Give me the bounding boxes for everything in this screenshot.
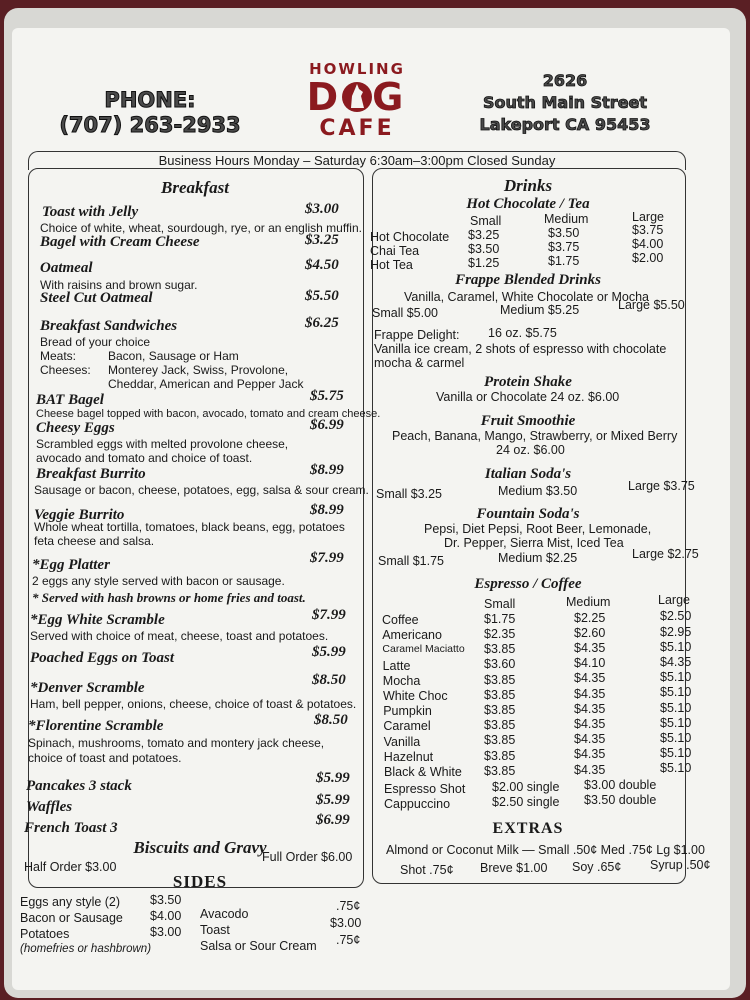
italian-soda-small: Small $3.25	[376, 487, 443, 501]
espresso-row-large: $5.10	[660, 746, 692, 761]
served-with-note: * Served with hash browns or home fries and toast.	[32, 590, 306, 605]
logo-bottom-text: CAFE	[319, 116, 395, 141]
espresso-row-medium: $4.35	[574, 686, 606, 701]
desc-breakfast-burrito: Sausage or bacon, cheese, potatoes, egg, salsa & sour cream.	[34, 483, 369, 497]
phone-label: PHONE:	[104, 88, 196, 112]
hot-row-small-1: $3.25	[468, 228, 500, 242]
price-pancakes: $5.99	[316, 770, 350, 786]
side-bacon-price: $4.00	[150, 909, 182, 923]
frappe-delight-price: 16 oz. $5.75	[488, 326, 557, 340]
desc-florentine-2: choice of toast and potatoes.	[28, 751, 182, 765]
frappe-heading: Frappe Blended Drinks	[455, 272, 601, 288]
espresso-row-medium: $4.35	[574, 671, 606, 686]
address-line-3: Lakeport CA 95453	[479, 115, 651, 134]
espresso-row-name: Latte	[382, 658, 411, 673]
extras-syrup: Syrup .50¢	[650, 858, 711, 872]
hot-row-name-2: Chai Tea	[370, 244, 420, 258]
espresso-row-small: $3.85	[484, 748, 516, 763]
sandwich-meats: Bacon, Sausage or Ham	[108, 349, 239, 363]
side-bacon: Bacon or Sausage	[20, 911, 123, 925]
side-avocado-price: .75¢	[336, 899, 361, 913]
hot-row-name-3: Hot Tea	[370, 258, 413, 272]
espresso-row-large: $5.10	[660, 715, 692, 730]
item-waffles: Waffles	[26, 799, 73, 815]
item-pancakes: Pancakes 3 stack	[26, 778, 132, 794]
desc-egg-platter: 2 eggs any style served with bacon or sausage.	[32, 574, 285, 588]
espresso-row-medium: $4.10	[574, 656, 606, 671]
side-potatoes-price: $3.00	[150, 925, 182, 939]
desc-toast-jelly: Choice of white, wheat, sourdough, rye, or an english muffin.	[40, 221, 362, 235]
desc-florentine-1: Spinach, mushrooms, tomato and montery jack cheese,	[28, 736, 325, 750]
logo-top-text: HOWLING	[309, 60, 405, 78]
espresso-row-large: $2.50	[660, 609, 692, 624]
extras-milk: Almond or Coconut Milk — Small .50¢ Med .75¢ Lg $1.00	[386, 843, 705, 857]
extras-soy: Soy .65¢	[572, 860, 622, 874]
item-egg-white-scramble: *Egg White Scramble	[30, 612, 165, 628]
side-salsa-price: .75¢	[336, 933, 361, 947]
italian-soda-large: Large $3.75	[628, 479, 695, 493]
item-cheesy-eggs: Cheesy Eggs	[36, 420, 115, 436]
sides-heading: SIDES	[172, 872, 228, 891]
espresso-row-small: $3.85	[484, 718, 516, 733]
desc-veggie-burrito-2: feta cheese and salsa.	[34, 534, 155, 548]
cappuccino-double: $3.50 double	[584, 793, 657, 807]
desc-veggie-burrito-1: Whole wheat tortilla, tomatoes, black beans, egg, potatoes	[34, 520, 345, 534]
desc-egg-white-scramble: Served with choice of meat, cheese, toast and potatoes.	[30, 629, 329, 643]
espresso-row-name: Black & White	[384, 765, 462, 779]
espresso-row-name: Caramel	[383, 719, 431, 734]
hot-row-large-1: $3.75	[632, 223, 664, 237]
espresso-shot-double: $3.00 double	[584, 778, 657, 792]
price-bat-bagel: $5.75	[310, 388, 344, 404]
frappe-large: Large $5.50	[618, 298, 685, 312]
item-florentine-scramble: *Florentine Scramble	[28, 718, 164, 734]
espresso-shot-single: $2.00 single	[492, 780, 560, 794]
sandwich-cheeses-label: Cheeses:	[40, 363, 91, 377]
protein-shake-heading: Protein Shake	[484, 374, 572, 390]
espresso-row-large: $5.10	[660, 639, 692, 654]
side-eggs: Eggs any style (2)	[20, 895, 121, 909]
espresso-row-large: $4.35	[660, 655, 692, 669]
espresso-row-name: Pumpkin	[383, 704, 432, 719]
logo-letter-g: G	[372, 75, 408, 119]
item-breakfast-sandwiches: Breakfast Sandwiches	[40, 318, 178, 334]
side-potatoes: Potatoes	[20, 927, 70, 941]
sandwich-meats-label: Meats:	[40, 349, 77, 363]
espresso-row-small: $3.85	[484, 687, 516, 702]
price-egg-platter: $7.99	[310, 550, 344, 566]
espresso-row-small: $3.85	[484, 672, 516, 687]
espresso-row-small: $1.75	[484, 611, 516, 626]
side-potatoes-note: (homefries or hashbrown)	[20, 943, 152, 955]
breakfast-heading: Breakfast	[161, 178, 229, 197]
hot-row-medium-3: $1.75	[548, 254, 580, 268]
espresso-row-medium: $4.35	[574, 641, 606, 655]
espresso-row-medium: $4.35	[574, 717, 606, 731]
price-poached-eggs: $5.99	[312, 644, 346, 660]
hot-size-large: Large	[632, 210, 664, 224]
espresso-row-small: $3.85	[484, 763, 516, 778]
price-denver-scramble: $8.50	[312, 672, 346, 688]
espresso-row-small: $3.60	[484, 657, 516, 672]
extras-heading: EXTRAS	[492, 820, 564, 837]
price-veggie-burrito: $8.99	[310, 502, 344, 518]
fountain-soda-heading: Fountain Soda's	[476, 506, 580, 522]
side-toast-price: $3.00	[330, 916, 362, 930]
howling-dog-icon	[342, 80, 372, 114]
price-bagel: $3.25	[305, 232, 339, 248]
phone-number: (707) 263-2933	[59, 113, 241, 137]
hot-row-medium-1: $3.50	[548, 226, 580, 240]
side-toast: Toast	[200, 923, 230, 937]
fountain-soda-list-1: Pepsi, Diet Pepsi, Root Beer, Lemonade,	[424, 522, 652, 536]
price-cheesy-eggs: $6.99	[310, 417, 344, 433]
desc-denver-scramble: Ham, bell pepper, onions, cheese, choice of toast & potatoes.	[30, 697, 357, 711]
hot-size-small: Small	[470, 214, 502, 228]
espresso-row-large: $2.95	[660, 624, 692, 639]
price-toast-jelly: $3.00	[305, 201, 339, 217]
price-french-toast: $6.99	[316, 812, 350, 828]
espresso-row-large: $5.10	[660, 670, 692, 685]
desc-oatmeal: With raisins and brown sugar.	[40, 278, 198, 292]
frappe-small: Small $5.00	[372, 306, 439, 320]
item-oatmeal: Oatmeal	[40, 260, 93, 276]
espresso-row-large: $5.10	[660, 685, 692, 700]
italian-soda-heading: Italian Soda's	[484, 466, 572, 482]
cafe-logo	[292, 60, 422, 141]
desc-cheesy-eggs-2: avocado and tomato and choice of toast.	[36, 451, 253, 465]
espresso-row-medium: $4.35	[574, 747, 606, 762]
logo-dog-word	[292, 75, 422, 119]
hot-row-large-2: $4.00	[632, 237, 664, 251]
biscuits-full-order: Full Order $6.00	[262, 850, 353, 864]
espresso-row-large: $5.10	[660, 700, 692, 715]
hot-size-medium: Medium	[544, 212, 589, 226]
espresso-row-small: $3.85	[484, 733, 516, 748]
espresso-row-medium: $4.35	[574, 732, 606, 747]
espresso-row-name: Hazelnut	[383, 749, 434, 764]
business-hours: Business Hours Monday – Saturday 6:30am–3:00pm Closed Sunday	[28, 151, 686, 170]
espresso-row-small: $3.85	[484, 642, 516, 657]
espresso-row-medium: $4.35	[574, 701, 606, 716]
espresso-row-small: $2.35	[484, 627, 516, 641]
side-eggs-price: $3.50	[150, 893, 182, 907]
espresso-row-name: White Choc	[383, 689, 448, 703]
item-bagel: Bagel with Cream Cheese	[40, 234, 200, 250]
fountain-soda-large: Large $2.75	[632, 547, 699, 561]
price-florentine-scramble: $8.50	[314, 712, 348, 728]
sandwich-cheeses-2: Cheddar, American and Pepper Jack	[108, 377, 304, 391]
hot-row-small-2: $3.50	[468, 242, 500, 256]
espresso-coffee-heading: Espresso / Coffee	[474, 576, 582, 592]
price-breakfast-burrito: $8.99	[310, 462, 344, 478]
hot-chocolate-tea-heading: Hot Chocolate / Tea	[466, 196, 590, 212]
phone-block	[40, 88, 260, 138]
espresso-row-medium: $4.35	[574, 762, 606, 777]
espresso-shot-name: Espresso Shot	[384, 782, 466, 796]
espresso-size-large: Large	[658, 593, 690, 607]
protein-shake-desc: Vanilla or Chocolate 24 oz. $6.00	[436, 390, 620, 404]
item-toast-jelly: Toast with Jelly	[42, 204, 139, 220]
fountain-soda-small: Small $1.75	[378, 554, 445, 568]
espresso-row-name: Mocha	[382, 673, 421, 688]
italian-soda-medium: Medium $3.50	[498, 484, 578, 498]
side-salsa: Salsa or Sour Cream	[200, 939, 317, 953]
side-avocado: Avacodo	[200, 907, 249, 921]
frappe-medium: Medium $5.25	[500, 303, 580, 317]
item-poached-eggs: Poached Eggs on Toast	[30, 650, 175, 666]
cappuccino-name: Cappuccino	[384, 797, 451, 811]
espresso-size-small: Small	[484, 597, 516, 611]
item-french-toast: French Toast 3	[24, 820, 118, 836]
espresso-row-medium: $2.60	[574, 625, 606, 640]
hot-row-medium-2: $3.75	[548, 240, 580, 254]
price-steel-cut-oatmeal: $5.50	[305, 288, 339, 304]
frappe-delight-desc-2: mocha & carmel	[374, 356, 465, 370]
fruit-smoothie-flavors: Peach, Banana, Mango, Strawberry, or Mixed Berry	[392, 429, 678, 443]
address-line-1: 2626	[542, 71, 588, 90]
hot-row-name-1: Hot Chocolate	[370, 230, 450, 244]
item-steel-cut-oatmeal: Steel Cut Oatmeal	[40, 290, 153, 306]
extras-shot: Shot .75¢	[400, 863, 454, 877]
drinks-heading: Drinks	[503, 176, 553, 195]
espresso-row-medium: $2.25	[574, 610, 606, 625]
espresso-size-medium: Medium	[566, 595, 611, 609]
item-denver-scramble: *Denver Scramble	[30, 680, 145, 696]
price-egg-white-scramble: $7.99	[312, 607, 346, 623]
desc-sandwich-bread: Bread of your choice	[40, 335, 151, 349]
item-bat-bagel: BAT Bagel	[36, 392, 104, 408]
frappe-delight-label: Frappe Delight:	[374, 328, 460, 342]
item-egg-platter: *Egg Platter	[32, 557, 110, 573]
espresso-row-name: Vanilla	[383, 734, 421, 749]
biscuits-half-order: Half Order $3.00	[24, 860, 117, 874]
fountain-soda-medium: Medium $2.25	[498, 551, 578, 565]
fruit-smoothie-price: 24 oz. $6.00	[496, 443, 565, 457]
logo-letter-d: D	[306, 75, 343, 119]
item-veggie-burrito: Veggie Burrito	[34, 507, 125, 523]
cappuccino-single: $2.50 single	[492, 795, 560, 809]
price-waffles: $5.99	[316, 792, 350, 808]
hot-row-large-3: $2.00	[632, 251, 664, 265]
espresso-row-name: Coffee	[382, 613, 419, 627]
hot-row-small-3: $1.25	[468, 256, 500, 270]
fountain-soda-list-2: Dr. Pepper, Sierra Mist, Iced Tea	[444, 536, 624, 550]
address-block	[460, 70, 670, 136]
price-oatmeal: $4.50	[305, 257, 339, 273]
espresso-row-name: Caramel Maciatto	[382, 643, 465, 656]
frappe-delight-desc-1: Vanilla ice cream, 2 shots of espresso with chocolate	[374, 342, 667, 356]
espresso-row-large: $5.10	[660, 731, 692, 745]
desc-bat-bagel: Cheese bagel topped with bacon, avocado, tomato and cream cheese.	[36, 408, 381, 420]
extras-breve: Breve $1.00	[480, 861, 548, 875]
item-breakfast-burrito: Breakfast Burrito	[36, 466, 146, 482]
desc-cheesy-eggs-1: Scrambled eggs with melted provolone cheese,	[36, 437, 289, 451]
address-line-2: South Main Street	[482, 93, 648, 112]
biscuits-gravy-heading: Biscuits and Gravy	[133, 838, 267, 857]
price-breakfast-sandwiches: $6.25	[305, 315, 339, 331]
espresso-row-large: $5.10	[660, 761, 692, 776]
fruit-smoothie-heading: Fruit Smoothie	[480, 413, 576, 429]
espresso-row-name: Americano	[382, 628, 442, 643]
frappe-flavors: Vanilla, Caramel, White Chocolate or Mocha	[404, 290, 650, 304]
sandwich-cheeses-1: Monterey Jack, Swiss, Provolone,	[108, 363, 289, 377]
espresso-row-small: $3.85	[484, 703, 516, 717]
